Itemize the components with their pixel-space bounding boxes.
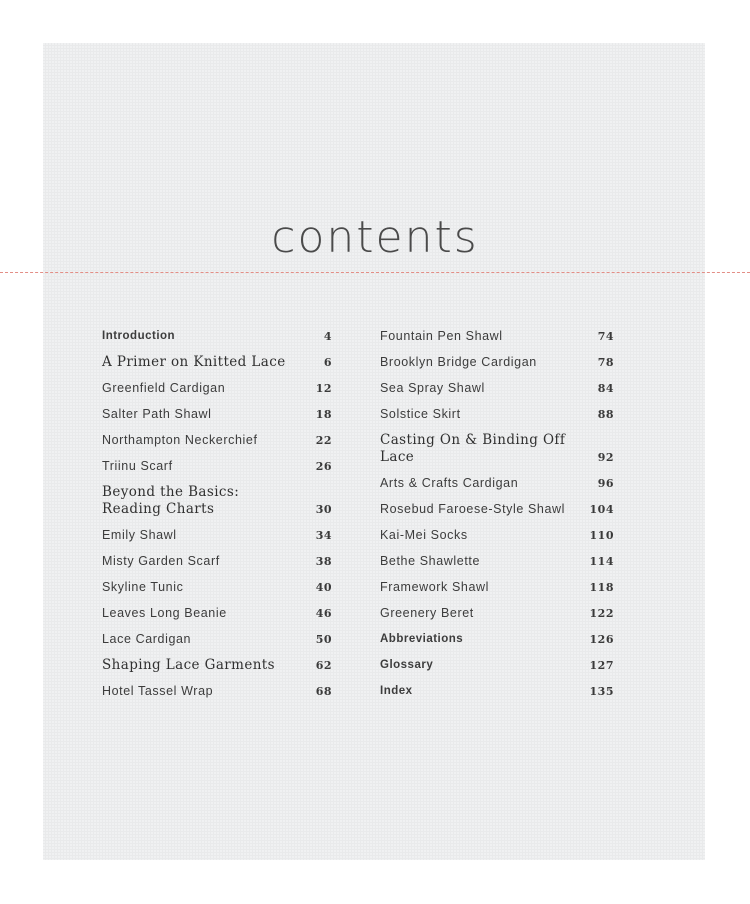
- toc-entry-title: Kai-Mei Socks: [380, 528, 468, 542]
- toc-entry-title: Hotel Tassel Wrap: [102, 684, 214, 698]
- toc-entry-title: Arts & Crafts Cardigan: [380, 476, 519, 490]
- toc-entry-title: Skyline Tunic: [102, 580, 184, 594]
- toc-entry-page-number: 6: [323, 356, 332, 369]
- toc-entry-title: Triinu Scarf: [102, 459, 173, 473]
- toc-entry-page-number: 127: [589, 659, 614, 672]
- toc-entry-title: Leaves Long Beanie: [102, 606, 227, 620]
- toc-entry-page-number: 122: [589, 607, 614, 620]
- toc-entry[interactable]: [380, 547, 612, 573]
- toc-entry[interactable]: [102, 599, 334, 625]
- toc-entry-title: Abbreviations: [380, 633, 464, 645]
- toc-entry[interactable]: [380, 348, 612, 374]
- toc-entry-title: Rosebud Faroese-Style Shawl: [380, 502, 566, 516]
- toc-entry-title: Salter Path Shawl: [102, 407, 212, 421]
- toc-entry-page-number: 68: [315, 685, 332, 698]
- toc-entry-page-number: 114: [589, 555, 614, 568]
- toc-entry[interactable]: [380, 625, 612, 651]
- toc-right-column: [380, 322, 612, 703]
- toc-entry-page-number: 4: [323, 330, 332, 343]
- toc-entry-page-number: 74: [597, 330, 614, 343]
- toc-entry-title: A Primer on Knitted Lace: [102, 354, 286, 370]
- toc-entry-page-number: 96: [597, 477, 614, 490]
- toc-entry-page-number: 40: [315, 581, 332, 594]
- toc-entry-title: Shaping Lace Garments: [102, 657, 275, 673]
- toc-entry[interactable]: [380, 599, 612, 625]
- toc-entry-title: Greenery Beret: [380, 606, 474, 620]
- toc-entry-page-number: 18: [315, 408, 332, 421]
- toc-entry[interactable]: [102, 651, 334, 677]
- toc-entry-page-number: 110: [589, 529, 614, 542]
- dashed-divider: [0, 272, 750, 273]
- toc-entry-title: Beyond the Basics: Reading Charts: [102, 484, 240, 517]
- toc-entry[interactable]: [102, 547, 334, 573]
- toc-entry[interactable]: [102, 478, 334, 521]
- toc-entry[interactable]: [380, 426, 612, 469]
- toc-entry[interactable]: [102, 452, 334, 478]
- toc-entry[interactable]: [380, 573, 612, 599]
- toc-entry-title: Framework Shawl: [380, 580, 490, 594]
- toc-entry-title: Casting On & Binding Off Lace: [380, 432, 566, 465]
- toc-entry[interactable]: [102, 625, 334, 651]
- toc-entry-page-number: 30: [315, 503, 332, 516]
- toc-entry[interactable]: [380, 521, 612, 547]
- toc-entry[interactable]: [102, 348, 334, 374]
- toc-entry-title: Glossary: [380, 659, 434, 671]
- toc-entry-title: Northampton Neckerchief: [102, 433, 258, 447]
- toc-entry-title: Introduction: [102, 330, 176, 342]
- toc-entry[interactable]: [380, 677, 612, 703]
- toc-entry-page-number: 84: [597, 382, 614, 395]
- toc-entry[interactable]: [380, 322, 612, 348]
- toc-entry-title: Bethe Shawlette: [380, 554, 481, 568]
- toc-entry-page-number: 50: [315, 633, 332, 646]
- toc-entry[interactable]: [102, 400, 334, 426]
- toc-entry-title: Brooklyn Bridge Cardigan: [380, 355, 537, 369]
- toc-entry-title: Misty Garden Scarf: [102, 554, 220, 568]
- toc-entry-title: Solstice Skirt: [380, 407, 461, 421]
- toc-entry[interactable]: [380, 651, 612, 677]
- toc-entry-title: Fountain Pen Shawl: [380, 329, 503, 343]
- toc-entry-page-number: 46: [315, 607, 332, 620]
- toc-entry-page-number: 88: [597, 408, 614, 421]
- toc-entry[interactable]: [102, 374, 334, 400]
- toc-entry-page-number: 104: [589, 503, 614, 516]
- toc-entry[interactable]: [102, 426, 334, 452]
- toc-entry[interactable]: [102, 573, 334, 599]
- toc-entry-page-number: 78: [597, 356, 614, 369]
- toc-entry[interactable]: [380, 374, 612, 400]
- toc-entry-page-number: 12: [315, 382, 332, 395]
- toc-entry-title: Lace Cardigan: [102, 632, 192, 646]
- toc-left-column: [102, 322, 334, 703]
- toc-entry-page-number: 22: [315, 434, 332, 447]
- toc-entry-page-number: 38: [315, 555, 332, 568]
- toc-entry[interactable]: [380, 400, 612, 426]
- toc-entry-page-number: 92: [597, 451, 614, 464]
- page-title: contents: [271, 212, 479, 263]
- toc-entry-title: Index: [380, 685, 413, 697]
- toc-entry-page-number: 62: [315, 659, 332, 672]
- toc-entry-page-number: 126: [589, 633, 614, 646]
- toc-entry[interactable]: [102, 521, 334, 547]
- toc-entry-title: Emily Shawl: [102, 528, 177, 542]
- toc-entry[interactable]: [380, 469, 612, 495]
- toc-entry-page-number: 26: [315, 460, 332, 473]
- toc-entry[interactable]: [380, 495, 612, 521]
- toc-entry-title: Sea Spray Shawl: [380, 381, 485, 395]
- toc-entry-page-number: 34: [315, 529, 332, 542]
- toc-entry[interactable]: [102, 322, 334, 348]
- toc-entry-page-number: 118: [589, 581, 614, 594]
- toc-entry-title: Greenfield Cardigan: [102, 381, 226, 395]
- toc-entry[interactable]: [102, 677, 334, 703]
- toc-entry-page-number: 135: [589, 685, 614, 698]
